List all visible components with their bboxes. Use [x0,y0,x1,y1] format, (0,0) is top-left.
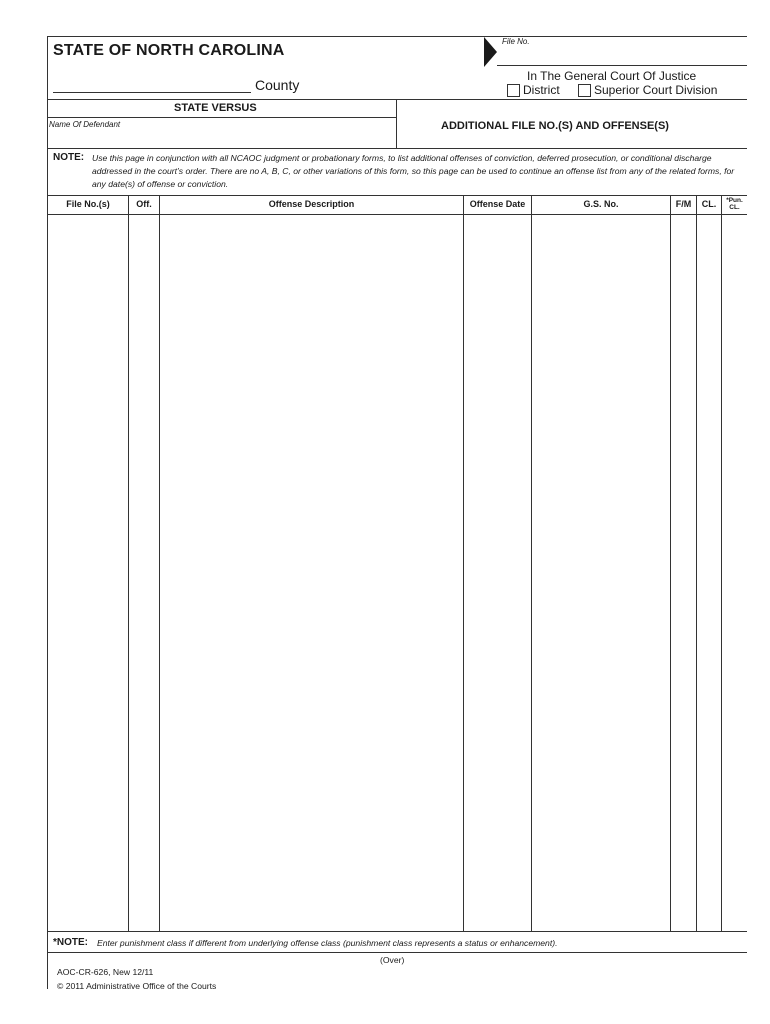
note-heading: NOTE: [53,152,85,163]
file-no-label: File No. [502,37,530,46]
form-id: AOC-CR-626, New 12/11 [57,967,154,977]
column-header-pun-cl [722,197,747,211]
over-label: (Over) [380,955,405,965]
pun-cl-line2: CL. [729,204,740,211]
defendant-name-label: Name Of Defendant [49,120,121,129]
note-text: Use this page in conjunction with all NCAOC judgment or probationary forms, to list additional offenses of conviction, deferred prosecution, or conditional discharge addressed in the court’s order. There are no A, B, C, or other variations of this form, so this page can be used to continue an offense list from any of the related forms, for any date(s) of offense or conviction. [92,153,735,189]
column-header-cl: CL. [701,199,717,209]
bottom-note-text: Enter punishment class if different from underlying offense class (punishment class represents a status or enhancement). [97,938,558,948]
column-header-offense-description: Offense Description [268,199,355,209]
district-checkbox[interactable] [507,84,520,97]
offense-table-body[interactable] [48,215,747,931]
pun-cl-line1: *Pun. [726,197,743,204]
county-field[interactable] [53,92,251,93]
state-versus-rule [47,99,747,100]
column-header-gs-no: G.S. No. [583,199,619,209]
file-no-rule [497,65,747,66]
defendant-top-rule [47,117,396,118]
state-title: STATE OF NORTH CAROLINA [53,42,285,59]
footer-rule [47,952,747,953]
county-label: County [255,77,300,93]
table-bottom-rule [47,931,747,932]
court-title: In The General Court Of Justice [527,69,697,83]
bottom-note-heading: *NOTE: [53,937,88,948]
header-middle-divider [396,99,397,148]
header-top-rule [47,36,747,37]
column-header-file-no: File No.(s) [66,199,110,209]
district-label: District [523,83,560,97]
superior-court-label: Superior Court Division [594,83,718,97]
column-header-offense-date: Offense Date [469,199,526,209]
state-versus-label: STATE VERSUS [174,102,257,114]
copyright: © 2011 Administrative Office of the Courts [57,981,217,991]
column-header-off: Off. [136,199,152,209]
table-top-rule [47,195,747,196]
superior-court-checkbox[interactable] [578,84,591,97]
file-no-arrow-icon [484,37,497,67]
form-title: ADDITIONAL FILE NO.(S) AND OFFENSE(S) [441,120,669,132]
defendant-name-field[interactable] [48,128,395,147]
note-top-rule [47,148,747,149]
column-header-fm: F/M [675,199,692,209]
